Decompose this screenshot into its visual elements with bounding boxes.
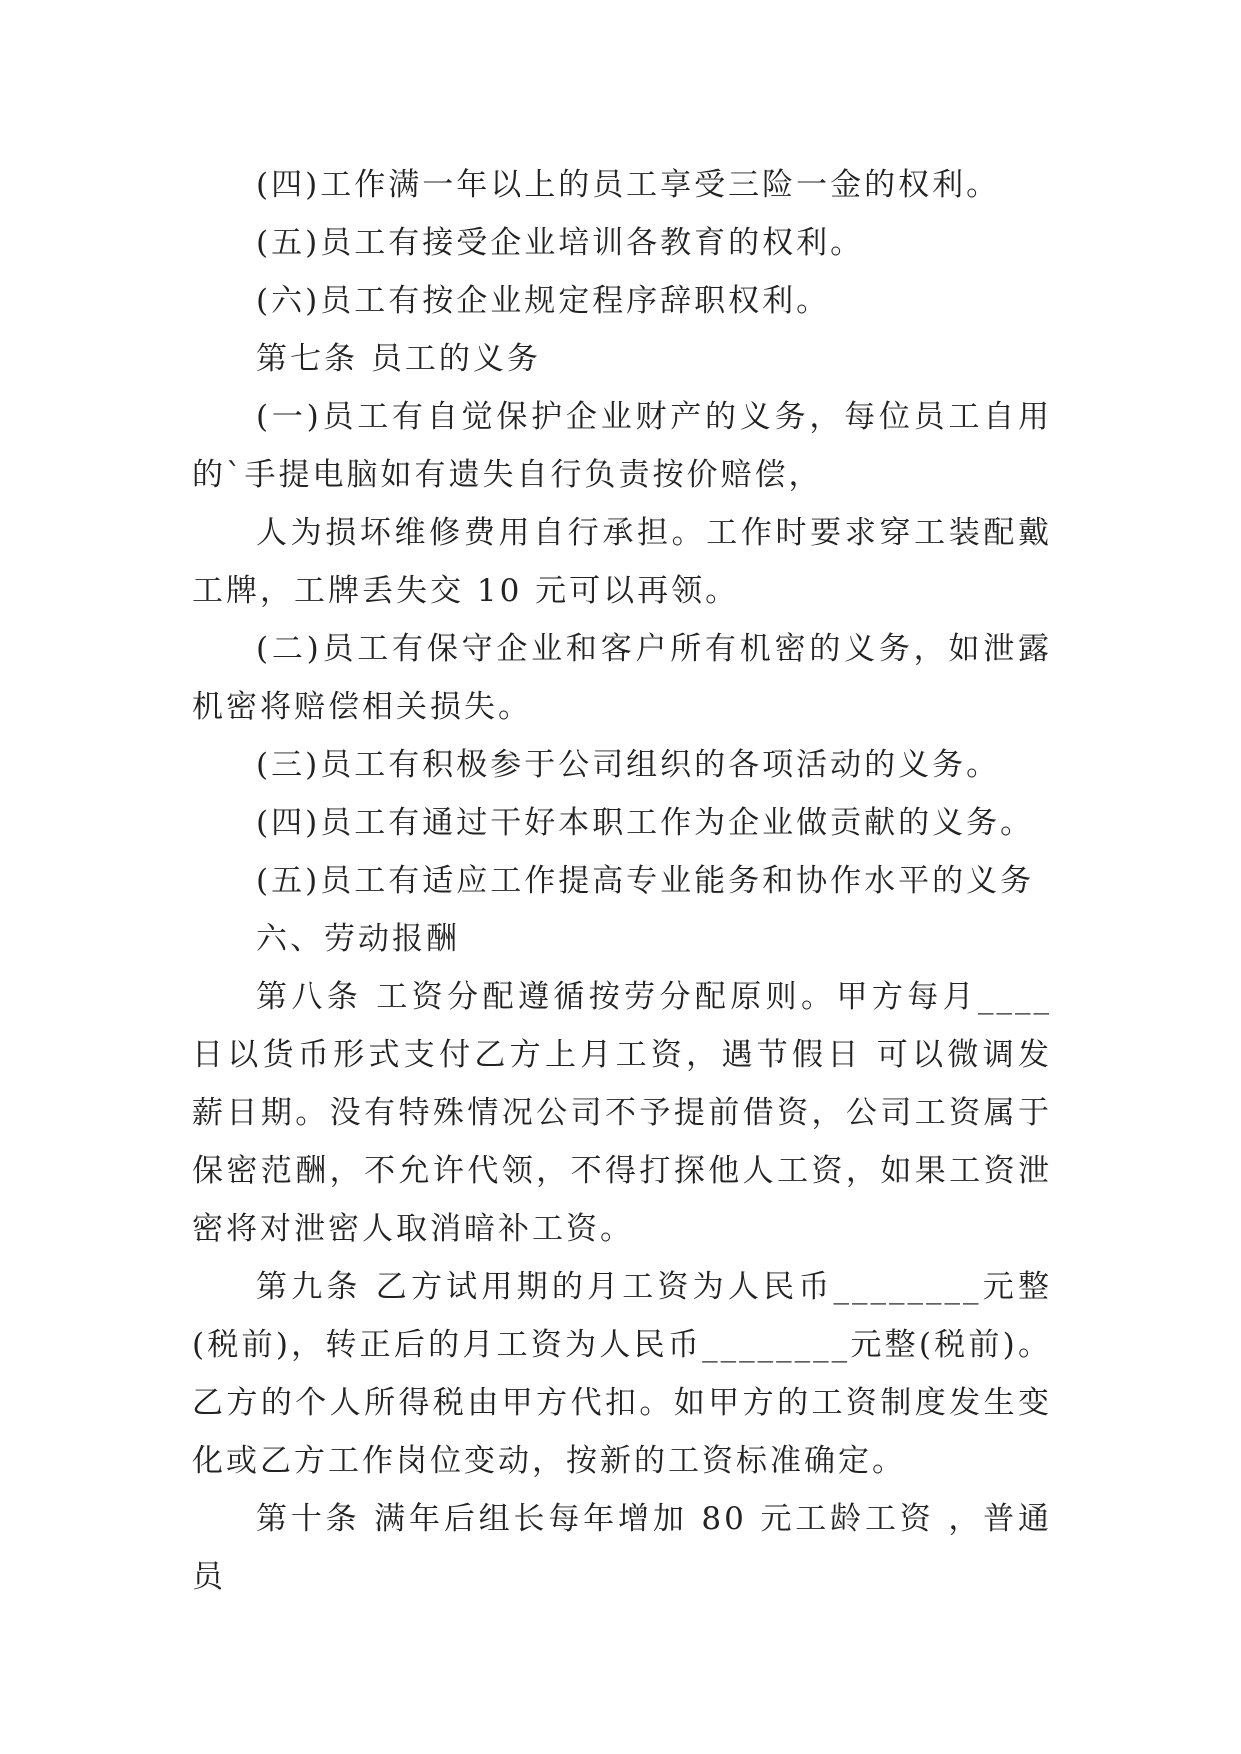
article-7-heading: 第七条 员工的义务 bbox=[256, 341, 541, 377]
paragraph-duty-5: (五)员工有适应工作提高专业能务和协作水平的义务 bbox=[256, 863, 1035, 899]
article-8-paragraph: 第八条 工资分配遵循按劳分配原则。甲方每月____日以货币形式支付乙方上月工资，遇节假日 可以微调发薪日期。没有特殊情况公司不予提前借资，公司工资属于保密范酬，不允许代领，不得打探他人工资，如果工资泄密将对泄密人取消暗补工资。 bbox=[192, 979, 1052, 1247]
article-9-paragraph: 第九条 乙方试用期的月工资为人民币________元整(税前)，转正后的月工资为人民币________元整(税前)。乙方的个人所得税由甲方代扣。如甲方的工资制度发生变化或乙方工作岗位变动，按新的工资标准确定。 bbox=[192, 1269, 1052, 1479]
section-6-heading: 六、劳动报酬 bbox=[256, 921, 460, 957]
paragraph-right-5: (五)员工有接受企业培训各教育的权利。 bbox=[256, 225, 865, 261]
paragraph-duty-1: (一)员工有自觉保护企业财产的义务，每位员工自用的`手提电脑如有遗失自行负责按价赔偿， bbox=[192, 399, 1052, 493]
document-body bbox=[192, 156, 1052, 1606]
paragraph-right-6: (六)员工有按企业规定程序辞职权利。 bbox=[256, 283, 831, 319]
article-10-paragraph: 第十条 满年后组长每年增加 80 元工龄工资 ，普通员 bbox=[192, 1501, 1052, 1595]
paragraph-duty-2: (二)员工有保守企业和客户所有机密的义务，如泄露机密将赔偿相关损失。 bbox=[192, 631, 1052, 725]
paragraph-duty-4: (四)员工有通过干好本职工作为企业做贡献的义务。 bbox=[256, 805, 1035, 841]
paragraph-right-4: (四)工作满一年以上的员工享受三险一金的权利。 bbox=[256, 167, 1001, 203]
paragraph-duty-3: (三)员工有积极参于公司组织的各项活动的义务。 bbox=[256, 747, 1001, 783]
paragraph-duty-1-continued: 人为损坏维修费用自行承担。工作时要求穿工装配戴工牌，工牌丢失交 10 元可以再领。 bbox=[192, 515, 1052, 609]
